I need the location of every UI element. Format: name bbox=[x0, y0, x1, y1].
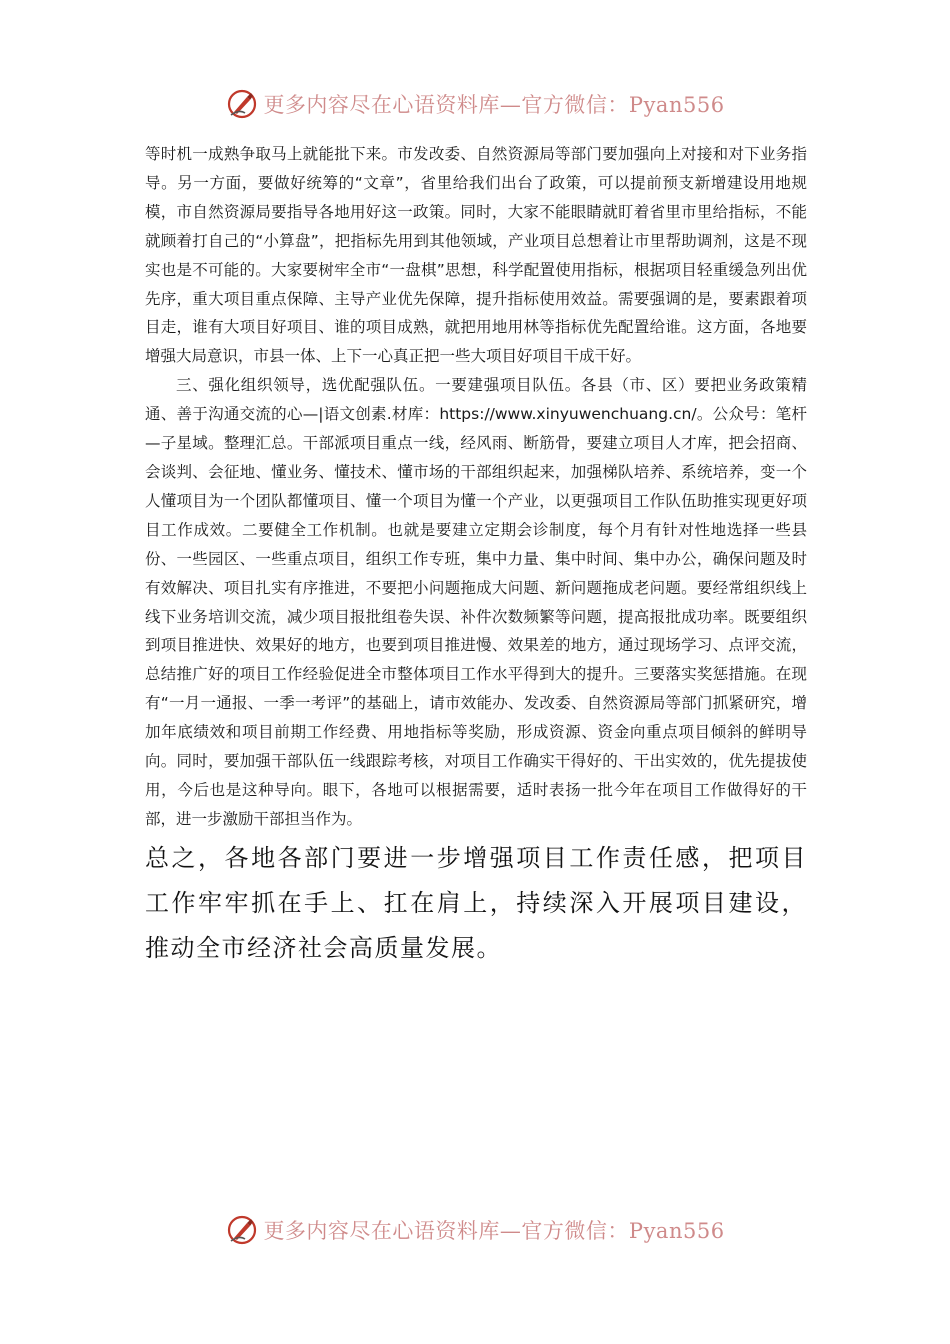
footer-banner-text: 更多内容尽在心语资料库—官方微信：Pyan556 bbox=[263, 1219, 725, 1243]
paragraph-2: 三、强化组织领导，选优配强队伍。一要建强项目队伍。各县（市、区）要把业务政策精通、善于沟通交流的心—|语文创素.材库：https://www.xinyuwenchuang.cn/。公众号：笔杆—子星域。整理汇总。干部派项目重点一线，经风雨、断筋骨，要建立项目人才库，把会招商、会谈判、会征地、懂业务、懂技术、懂市场的干部组织起来，加强梯队培养、系统培养，变一个人懂项目为一个团队都懂项目、懂一个项目为懂一个产业，以更强项目工作队伍助推实现更好项目工作成效。二要健全工作机制。也就是要建立定期会诊制度，每个月有针对性地选择一些县份、一些园区、一些重点项目，组织工作专班，集中力量、集中时间、集中办公，确保问题及时有效解决、项目扎实有序推进，不要把小问题拖成大问题、新问题拖成老问题。要经常组织线上线下业务培训交流，减少项目报批组卷失误、补件次数频繁等问题，提高报批成功率。既要组织到项目推进快、效果好的地方，也要到项目推进慢、效果差的地方，通过现场学习、点评交流，总结推广好的项目工作经验促进全市整体项目工作水平得到大的提升。三要落实奖惩措施。在现有“一月一通报、一季一考评”的基础上，请市效能办、发改委、自然资源局等部门抓紧研究，增加年底绩效和项目前期工作经费、用地指标等奖励，形成资源、资金向重点项目倾斜的鲜明导向。同时，要加强干部队伍一线跟踪考核，对项目工作确实干得好的、干出实效的，优先提拔使用，今后也是这种导向。眼下，各地可以根据需要，适时表扬一批今年在项目工作做得好的干部，进一步激励干部担当作为。 bbox=[145, 376, 807, 828]
paragraph-3-conclusion: 总之，各地各部门要进一步增强项目工作责任感，把项目工作牢牢抓在手上、扛在肩上，持续深入开展项目建设，推动全市经济社会高质量发展。 bbox=[145, 843, 807, 962]
pen-logo-icon bbox=[225, 1213, 259, 1247]
pen-logo-icon bbox=[225, 87, 259, 121]
footer-banner bbox=[0, 1208, 950, 1252]
header-banner-text: 更多内容尽在心语资料库—官方微信：Pyan556 bbox=[263, 93, 725, 117]
header-banner bbox=[0, 82, 950, 126]
document-body bbox=[145, 140, 807, 971]
paragraph-1: 等时机一成熟争取马上就能批下来。市发改委、自然资源局等部门要加强向上对接和对下业务指导。另一方面，要做好统筹的“文章”，省里给我们出台了政策，可以提前预支新增建设用地规模，市自然资源局要指导各地用好这一政策。同时，大家不能眼睛就盯着省里市里给指标，不能就顾着打自己的“小算盘”，把指标先用到其他领域，产业项目总想着让市里帮助调剂，这是不现实也是不可能的。大家要树牢全市“一盘棋”思想，科学配置使用指标，根据项目轻重缓急列出优先序，重大项目重点保障、主导产业优先保障，提升指标使用效益。需要强调的是，要素跟着项目走，谁有大项目好项目、谁的项目成熟，就把用地用林等指标优先配置给谁。这方面，各地要增强大局意识，市县一体、上下一心真正把一些大项目好项目干成干好。 bbox=[145, 145, 807, 366]
